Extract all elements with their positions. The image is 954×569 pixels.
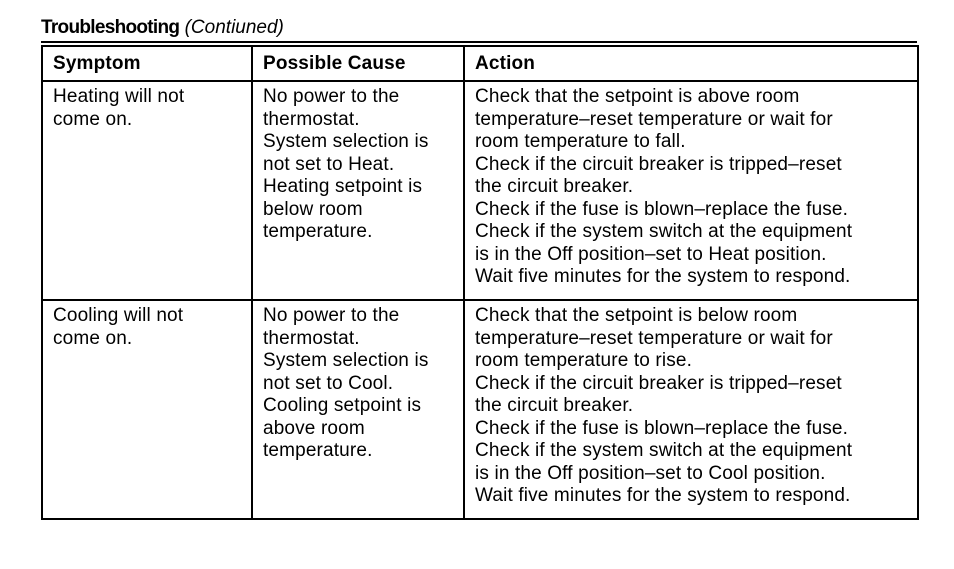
cause-cell	[252, 300, 464, 519]
action-line: room temperature to fall.	[475, 131, 686, 152]
action-line: Check if the circuit breaker is tripped–reset	[475, 372, 842, 394]
cause-line: Heating setpoint is	[263, 176, 423, 197]
action-line: the circuit breaker.	[475, 176, 634, 197]
cause-cell	[252, 81, 464, 300]
cause-line: temperature.	[263, 221, 373, 242]
action-line: Check that the setpoint is below room	[475, 305, 798, 326]
symptom-line: Cooling will not	[53, 305, 184, 326]
cause-line: below room	[263, 198, 363, 220]
cause-line: thermostat.	[263, 327, 360, 349]
heading-subtitle: (Contiuned)	[184, 17, 284, 38]
cause-line: No power to the	[263, 305, 400, 326]
action-line: the circuit breaker.	[475, 395, 634, 416]
action-line: Check if the fuse is blown–replace the fuse.	[475, 417, 849, 439]
troubleshooting-table	[41, 45, 919, 520]
action-line: Check that the setpoint is above room	[475, 86, 800, 107]
section-heading	[41, 15, 284, 41]
table-row	[42, 300, 918, 519]
cause-line: No power to the	[263, 86, 400, 107]
table-header-row	[42, 46, 918, 81]
cause-line: above room	[263, 417, 365, 439]
action-line: Check if the system switch at the equipment	[475, 221, 853, 242]
action-cell	[464, 300, 918, 519]
action-cell	[464, 81, 918, 300]
heading-rule-thick	[41, 41, 917, 43]
action-line: Check if the fuse is blown–replace the fuse.	[475, 198, 849, 220]
action-line: temperature–reset temperature or wait for	[475, 108, 833, 130]
cause-line: Cooling setpoint is	[263, 395, 422, 416]
cause-line: temperature.	[263, 440, 373, 461]
column-header-symptom: Symptom	[42, 46, 252, 81]
cause-line: not set to Heat.	[263, 153, 395, 175]
action-line: Wait five minutes for the system to respond.	[475, 266, 851, 287]
action-line: Wait five minutes for the system to respond.	[475, 485, 851, 506]
symptom-cell	[42, 300, 252, 519]
heading-title: Troubleshooting	[41, 17, 180, 38]
symptom-line: Heating will not	[53, 86, 185, 107]
action-line: is in the Off position–set to Heat position.	[475, 243, 827, 265]
cause-line: not set to Cool.	[263, 372, 394, 394]
cause-line: System selection is	[263, 350, 429, 371]
action-line: is in the Off position–set to Cool position.	[475, 462, 826, 484]
action-line: Check if the circuit breaker is tripped–reset	[475, 153, 842, 175]
table-row	[42, 81, 918, 300]
action-line: room temperature to rise.	[475, 350, 693, 371]
column-header-action: Action	[464, 46, 918, 81]
symptom-line: come on.	[53, 108, 133, 130]
symptom-cell	[42, 81, 252, 300]
action-line: temperature–reset temperature or wait for	[475, 327, 833, 349]
symptom-line: come on.	[53, 327, 133, 349]
column-header-possible-cause: Possible Cause	[252, 46, 464, 81]
cause-line: thermostat.	[263, 108, 360, 130]
action-line: Check if the system switch at the equipment	[475, 440, 853, 461]
cause-line: System selection is	[263, 131, 429, 152]
